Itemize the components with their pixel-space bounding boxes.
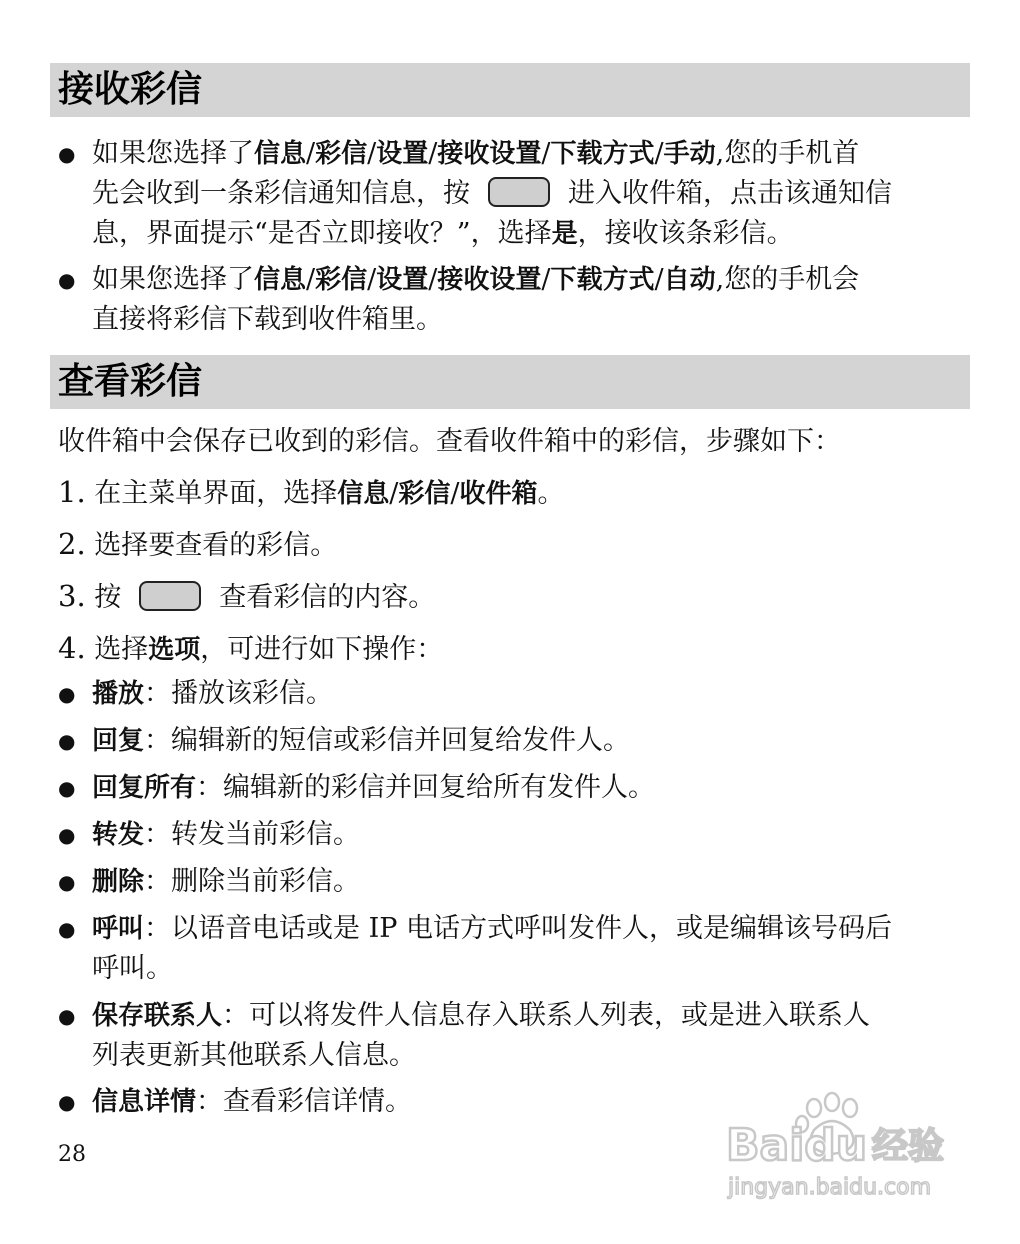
view-intro: 收件箱中会保存已收到的彩信。查看收件箱中的彩信，步骤如下： (58, 426, 841, 457)
text: ,您的手机首 (715, 138, 860, 169)
step-3 (58, 576, 968, 618)
option-label: 回复所有 (92, 773, 197, 803)
menu-path-item: 信息 (254, 139, 307, 169)
option-name: 选项 (148, 635, 201, 665)
path-sep: / (450, 478, 460, 509)
path-sep: / (428, 138, 438, 169)
option-call (92, 909, 966, 989)
page-number: 28 (58, 1142, 86, 1167)
text: 息，界面提示“是否立即接收？”，选择 (92, 218, 552, 249)
option-desc: ：查看彩信详情。 (196, 1086, 413, 1117)
path-sep: / (306, 138, 316, 169)
menu-path-item: 手动 (663, 139, 716, 169)
bullet-icon: ● (58, 142, 76, 166)
text: 在主菜单界面，选择 (94, 478, 338, 509)
option-desc: ：编辑新的短信或彩信并回复给发件人。 (144, 725, 631, 756)
bullet-icon: ● (58, 917, 76, 941)
text-line: 呼叫。 (92, 953, 173, 984)
menu-path-item: 彩信 (315, 139, 368, 169)
receive-bullet-auto (92, 260, 966, 340)
step-1 (58, 472, 968, 514)
softkey-icon (488, 177, 550, 207)
text: 进入收件箱，点击该通知信 (568, 178, 892, 209)
path-sep: / (428, 264, 438, 295)
menu-path-item: 自动 (663, 265, 716, 295)
option-desc: ：删除当前彩信。 (144, 866, 361, 897)
receive-bullet-manual (92, 134, 966, 254)
watermark-url: jingyan.baidu.com (728, 1175, 932, 1200)
step-4 (58, 628, 968, 670)
text-line (92, 134, 966, 174)
text: ,您的手机会 (715, 264, 860, 295)
step-number: 1. (58, 475, 86, 509)
path-sep: / (541, 138, 551, 169)
step-number: 3. (58, 579, 86, 613)
menu-path-item: 彩信 (315, 265, 368, 295)
option-label: 转发 (92, 820, 145, 850)
path-sep: / (367, 138, 377, 169)
step-number: 4. (58, 631, 86, 665)
option-reply (92, 721, 966, 761)
text: 选择 (94, 634, 149, 665)
watermark-brand: Baidu (726, 1120, 868, 1171)
text-line (92, 300, 966, 340)
text-line (92, 174, 966, 214)
bullet-icon: ● (58, 729, 76, 753)
section-title-receive: 接收彩信 (50, 63, 970, 117)
option-forward (92, 815, 966, 855)
bullet-icon: ● (58, 1090, 76, 1114)
text: 。 (537, 478, 565, 509)
menu-path-item: 彩信 (398, 479, 451, 509)
bullet-icon: ● (58, 268, 76, 292)
menu-path-item: 设置 (376, 265, 429, 295)
option-label: 回复 (92, 726, 145, 756)
step-number: 2. (58, 527, 86, 561)
text: 直接将彩信下载到收件箱里。 (92, 304, 443, 335)
text-line (92, 909, 966, 949)
option-desc: ：以语音电话或是 IP 电话方式呼叫发件人，或是编辑该号码后 (144, 913, 893, 944)
menu-path-item: 接收设置 (437, 139, 542, 169)
option-label: 保存联系人 (92, 1001, 223, 1031)
path-sep: / (654, 264, 664, 295)
path-sep: / (367, 264, 377, 295)
text: ，可进行如下操作： (200, 634, 444, 665)
bullet-icon: ● (58, 776, 76, 800)
path-sep: / (654, 138, 664, 169)
bullet-icon: ● (58, 823, 76, 847)
text: 按 (94, 582, 122, 613)
path-sep: / (306, 264, 316, 295)
menu-path-item: 收件箱 (459, 479, 538, 509)
text: ，接收该条彩信。 (577, 218, 794, 249)
menu-path-item: 信息 (254, 265, 307, 295)
section-title-view: 查看彩信 (50, 355, 970, 409)
bullet-icon: ● (58, 682, 76, 706)
softkey-icon (139, 581, 201, 611)
option-reply-all (92, 768, 966, 808)
baidu-watermark-logo (722, 1090, 982, 1210)
option-desc: ：转发当前彩信。 (144, 819, 361, 850)
watermark-suffix: 经验 (872, 1126, 945, 1167)
text: 如果您选择了 (92, 138, 254, 169)
path-sep: / (389, 478, 399, 509)
option-label: 信息详情 (92, 1087, 197, 1117)
option-label: 删除 (92, 867, 145, 897)
option-save-contact (92, 996, 966, 1076)
option-label: 呼叫 (92, 914, 145, 944)
option-delete (92, 862, 966, 902)
menu-path-item: 接收设置 (437, 265, 542, 295)
option-play (92, 674, 966, 714)
text: 查看彩信的内容。 (219, 582, 436, 613)
text-line (92, 996, 966, 1036)
option-name: 是 (551, 219, 578, 249)
text: 如果您选择了 (92, 264, 254, 295)
option-desc: ：可以将发件人信息存入联系人列表，或是进入联系人 (222, 1000, 871, 1031)
menu-path-item: 设置 (376, 139, 429, 169)
bullet-icon: ● (58, 1004, 76, 1028)
option-desc: ：编辑新的彩信并回复给所有发件人。 (196, 772, 656, 803)
text-line: 列表更新其他联系人信息。 (92, 1040, 416, 1071)
text: 先会收到一条彩信通知信息，按 (92, 178, 470, 209)
bullet-icon: ● (58, 870, 76, 894)
path-sep: / (541, 264, 551, 295)
text-line (92, 214, 966, 254)
menu-path-item: 下载方式 (550, 265, 655, 295)
option-label: 播放 (92, 679, 145, 709)
step-2 (58, 524, 968, 566)
menu-path-item: 下载方式 (550, 139, 655, 169)
option-desc: ：播放该彩信。 (144, 678, 334, 709)
text-line (92, 260, 966, 300)
menu-path-item: 信息 (337, 479, 390, 509)
text: 选择要查看的彩信。 (94, 530, 338, 561)
